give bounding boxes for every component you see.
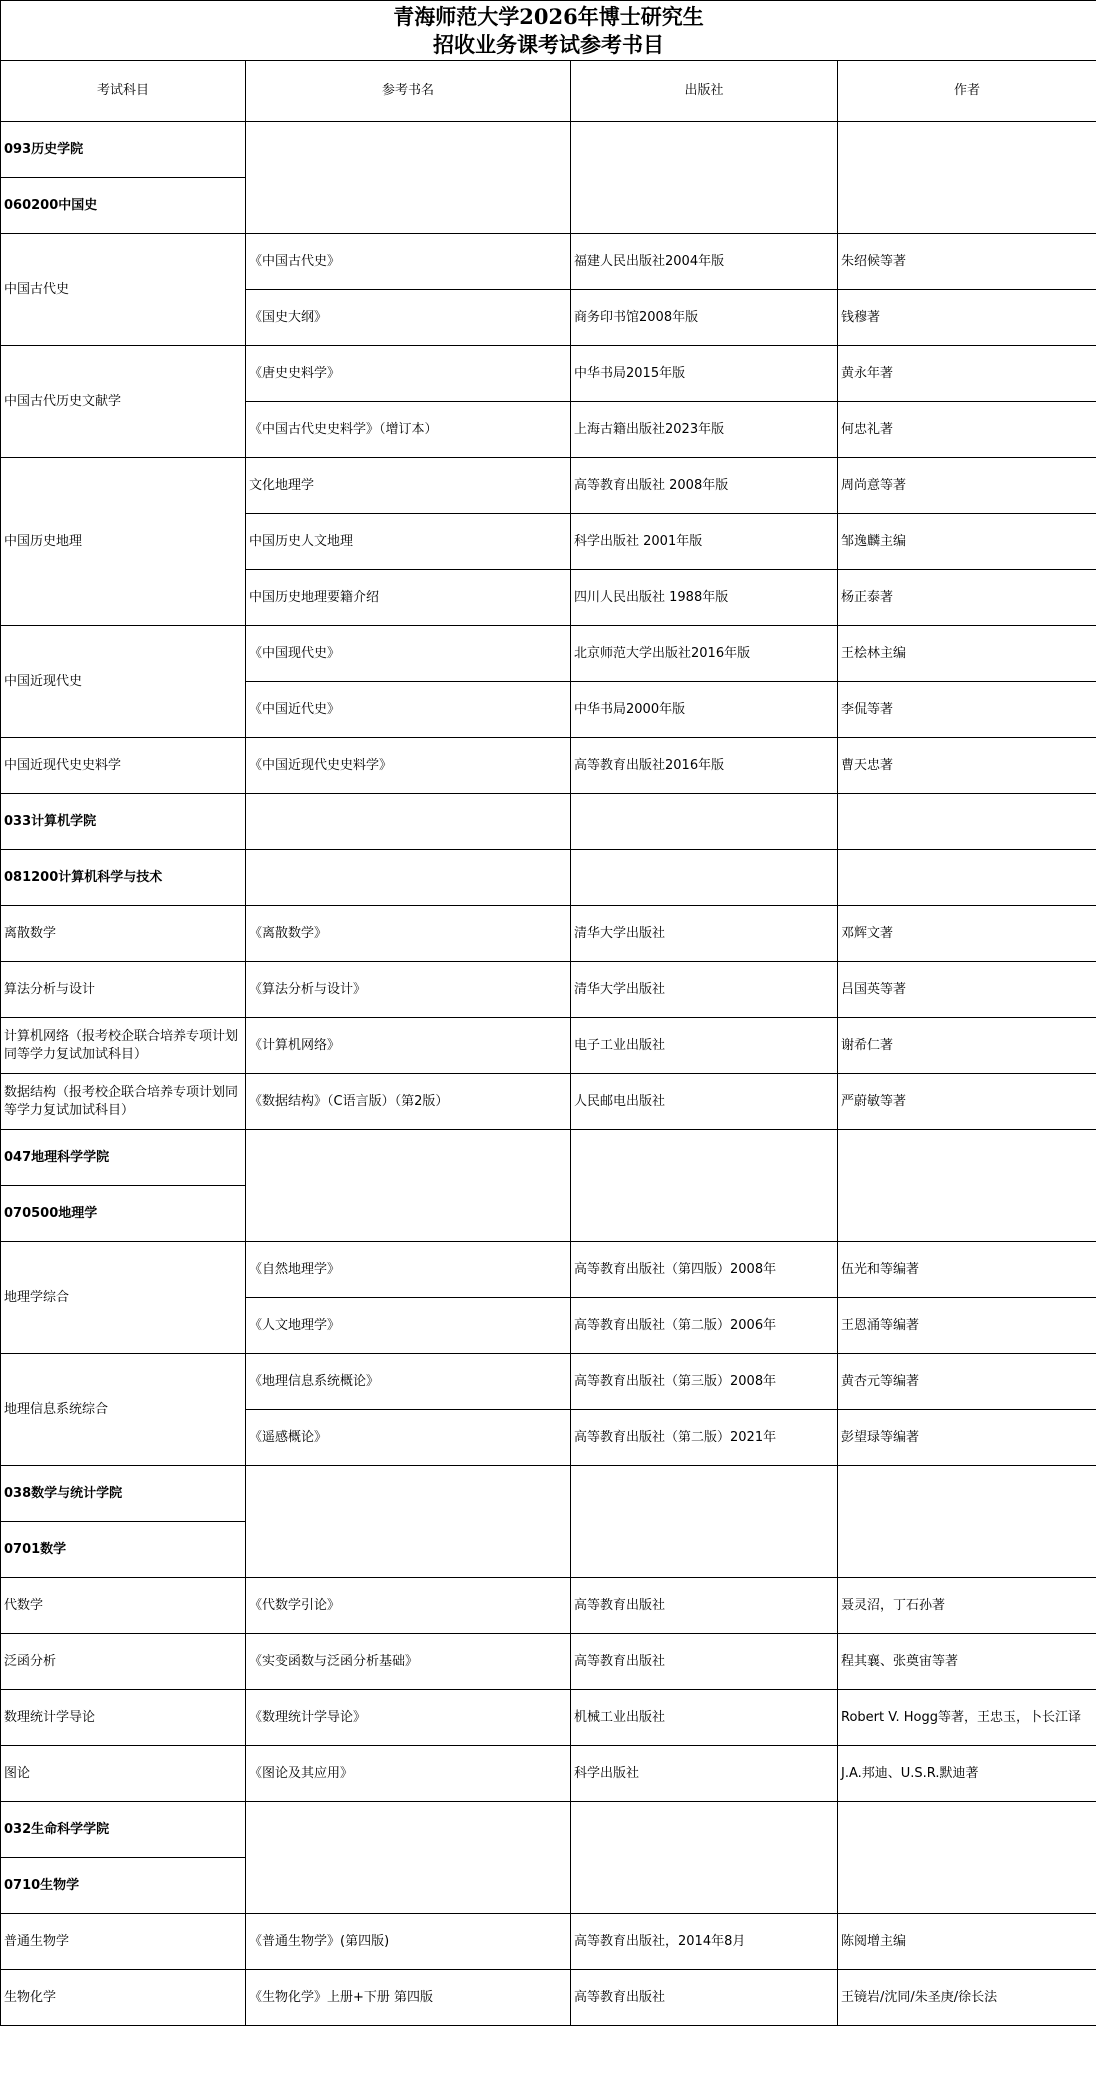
blank-cell <box>571 1466 838 1578</box>
college-name: 038数学与统计学院 <box>1 1466 246 1522</box>
blank-cell <box>246 1466 571 1578</box>
title-line-2: 招收业务课考试参考书目 <box>433 31 664 57</box>
author: 聂灵沼，丁石孙著 <box>838 1578 1096 1634</box>
major-name: 060200中国史 <box>1 178 246 234</box>
book-title: 《算法分析与设计》 <box>246 962 571 1018</box>
book-title: 中国历史人文地理 <box>246 514 571 570</box>
book-title: 《中国近现代史史料学》 <box>246 738 571 794</box>
author: 钱穆著 <box>838 290 1096 346</box>
author: 谢希仁著 <box>838 1018 1096 1074</box>
publisher: 高等教育出版社 2008年版 <box>571 458 838 514</box>
header-subject: 考试科目 <box>1 61 246 122</box>
table-row <box>1 1074 1096 1130</box>
publisher: 清华大学出版社 <box>571 906 838 962</box>
author: 曹天忠著 <box>838 738 1096 794</box>
book-title: 中国历史地理要籍介绍 <box>246 570 571 626</box>
exam-subject: 中国近现代史 <box>1 626 246 738</box>
book-title: 《图论及其应用》 <box>246 1746 571 1802</box>
table-row <box>1 626 1096 682</box>
exam-subject: 中国古代历史文献学 <box>1 346 246 458</box>
major-name: 070500地理学 <box>1 1186 246 1242</box>
publisher: 科学出版社 2001年版 <box>571 514 838 570</box>
publisher: 上海古籍出版社2023年版 <box>571 402 838 458</box>
book-title: 《代数学引论》 <box>246 1578 571 1634</box>
exam-subject: 普通生物学 <box>1 1914 246 1970</box>
exam-subject: 代数学 <box>1 1578 246 1634</box>
author: 伍光和等编著 <box>838 1242 1096 1298</box>
book-title: 《地理信息系统概论》 <box>246 1354 571 1410</box>
section-header-row <box>1 1466 1096 1522</box>
blank-cell <box>571 850 838 906</box>
author: Robert V. Hogg等著，王忠玉，卜长江译 <box>838 1690 1096 1746</box>
book-title: 《中国现代史》 <box>246 626 571 682</box>
blank-cell <box>571 794 838 850</box>
publisher: 高等教育出版社（第二版）2021年 <box>571 1410 838 1466</box>
title-row <box>1 1 1096 61</box>
blank-cell <box>246 850 571 906</box>
page-title <box>1 1 1096 61</box>
author: 黄杏元等编著 <box>838 1354 1096 1410</box>
exam-subject: 中国近现代史史料学 <box>1 738 246 794</box>
section-header-row <box>1 794 1096 850</box>
author: 何忠礼著 <box>838 402 1096 458</box>
major-name: 0710生物学 <box>1 1858 246 1914</box>
table-row <box>1 1578 1096 1634</box>
book-title: 《人文地理学》 <box>246 1298 571 1354</box>
publisher: 高等教育出版社 <box>571 1634 838 1690</box>
exam-subject: 地理学综合 <box>1 1242 246 1354</box>
exam-subject: 计算机网络（报考校企联合培养专项计划同等学力复试加试科目） <box>1 1018 246 1074</box>
table-row <box>1 346 1096 402</box>
blank-cell <box>246 1130 571 1242</box>
blank-cell <box>246 122 571 234</box>
book-title: 《普通生物学》(第四版) <box>246 1914 571 1970</box>
table-row <box>1 1970 1096 2026</box>
table-body <box>1 122 1096 2026</box>
college-name: 047地理科学学院 <box>1 1130 246 1186</box>
publisher: 电子工业出版社 <box>571 1018 838 1074</box>
publisher: 高等教育出版社（第三版）2008年 <box>571 1354 838 1410</box>
table-row <box>1 1242 1096 1298</box>
exam-subject: 地理信息系统综合 <box>1 1354 246 1466</box>
publisher: 高等教育出版社（第二版）2006年 <box>571 1298 838 1354</box>
publisher: 高等教育出版社 <box>571 1578 838 1634</box>
publisher: 福建人民出版社2004年版 <box>571 234 838 290</box>
header-row <box>1 61 1096 122</box>
blank-cell <box>246 1802 571 1914</box>
exam-subject: 数据结构（报考校企联合培养专项计划同等学力复试加试科目） <box>1 1074 246 1130</box>
publisher: 四川人民出版社 1988年版 <box>571 570 838 626</box>
section-header-row <box>1 122 1096 178</box>
blank-cell <box>838 850 1096 906</box>
table-row <box>1 962 1096 1018</box>
author: 陈阅增主编 <box>838 1914 1096 1970</box>
table-row <box>1 1690 1096 1746</box>
publisher: 高等教育出版社 <box>571 1970 838 2026</box>
book-title: 《中国古代史史料学》（增订本） <box>246 402 571 458</box>
author: 黄永年著 <box>838 346 1096 402</box>
table-row <box>1 1914 1096 1970</box>
blank-cell <box>838 1130 1096 1242</box>
publisher: 高等教育出版社（第四版）2008年 <box>571 1242 838 1298</box>
author: 邓辉文著 <box>838 906 1096 962</box>
major-name: 081200计算机科学与技术 <box>1 850 246 906</box>
author: 王镜岩/沈同/朱圣庚/徐长法 <box>838 1970 1096 2026</box>
publisher: 商务印书馆2008年版 <box>571 290 838 346</box>
author: 彭望琭等编著 <box>838 1410 1096 1466</box>
author: 朱绍候等著 <box>838 234 1096 290</box>
author: 邹逸麟主编 <box>838 514 1096 570</box>
section-header-row <box>1 1802 1096 1858</box>
exam-subject: 数理统计学导论 <box>1 1690 246 1746</box>
publisher: 科学出版社 <box>571 1746 838 1802</box>
publisher: 人民邮电出版社 <box>571 1074 838 1130</box>
table-row <box>1 1354 1096 1410</box>
table-row <box>1 1018 1096 1074</box>
table-row <box>1 1746 1096 1802</box>
publisher: 中华书局2000年版 <box>571 682 838 738</box>
exam-subject: 图论 <box>1 1746 246 1802</box>
book-title: 《中国近代史》 <box>246 682 571 738</box>
book-title: 文化地理学 <box>246 458 571 514</box>
book-title: 《离散数学》 <box>246 906 571 962</box>
college-name: 032生命科学学院 <box>1 1802 246 1858</box>
author: 杨正泰著 <box>838 570 1096 626</box>
author: J.A.邦迪、U.S.R.默迪著 <box>838 1746 1096 1802</box>
book-title: 《数据结构》（C语言版）（第2版） <box>246 1074 571 1130</box>
blank-cell <box>838 1466 1096 1578</box>
author: 吕国英等著 <box>838 962 1096 1018</box>
book-title: 《数理统计学导论》 <box>246 1690 571 1746</box>
author: 李侃等著 <box>838 682 1096 738</box>
publisher: 高等教育出版社2016年版 <box>571 738 838 794</box>
book-title: 《实变函数与泛函分析基础》 <box>246 1634 571 1690</box>
table-row <box>1 1634 1096 1690</box>
table-row <box>1 738 1096 794</box>
book-title: 《唐史史料学》 <box>246 346 571 402</box>
blank-cell <box>571 122 838 234</box>
table-row <box>1 458 1096 514</box>
author: 程其襄、张奠宙等著 <box>838 1634 1096 1690</box>
author: 王桧林主编 <box>838 626 1096 682</box>
exam-subject: 生物化学 <box>1 1970 246 2026</box>
publisher: 高等教育出版社，2014年8月 <box>571 1914 838 1970</box>
college-name: 093历史学院 <box>1 122 246 178</box>
section-header-row <box>1 850 1096 906</box>
book-title: 《遥感概论》 <box>246 1410 571 1466</box>
blank-cell <box>838 1802 1096 1914</box>
exam-subject: 泛函分析 <box>1 1634 246 1690</box>
publisher: 清华大学出版社 <box>571 962 838 1018</box>
publisher: 北京师范大学出版社2016年版 <box>571 626 838 682</box>
header-author: 作者 <box>838 61 1096 122</box>
book-title: 《国史大纲》 <box>246 290 571 346</box>
blank-cell <box>571 1802 838 1914</box>
table-row <box>1 906 1096 962</box>
book-title: 《自然地理学》 <box>246 1242 571 1298</box>
author: 王恩涌等编著 <box>838 1298 1096 1354</box>
major-name: 0701数学 <box>1 1522 246 1578</box>
section-header-row <box>1 1130 1096 1186</box>
blank-cell <box>571 1130 838 1242</box>
title-line-1: 青海师范大学2026年博士研究生 <box>393 3 704 29</box>
header-book-title: 参考书名 <box>246 61 571 122</box>
book-title: 《计算机网络》 <box>246 1018 571 1074</box>
exam-subject: 算法分析与设计 <box>1 962 246 1018</box>
publisher: 机械工业出版社 <box>571 1690 838 1746</box>
college-name: 033计算机学院 <box>1 794 246 850</box>
author: 周尚意等著 <box>838 458 1096 514</box>
table-row <box>1 234 1096 290</box>
publisher: 中华书局2015年版 <box>571 346 838 402</box>
exam-subject: 离散数学 <box>1 906 246 962</box>
author: 严蔚敏等著 <box>838 1074 1096 1130</box>
blank-cell <box>838 122 1096 234</box>
exam-subject: 中国历史地理 <box>1 458 246 626</box>
exam-subject: 中国古代史 <box>1 234 246 346</box>
blank-cell <box>838 794 1096 850</box>
header-publisher: 出版社 <box>571 61 838 122</box>
book-title: 《中国古代史》 <box>246 234 571 290</box>
book-title: 《生物化学》上册+下册 第四版 <box>246 1970 571 2026</box>
blank-cell <box>246 794 571 850</box>
